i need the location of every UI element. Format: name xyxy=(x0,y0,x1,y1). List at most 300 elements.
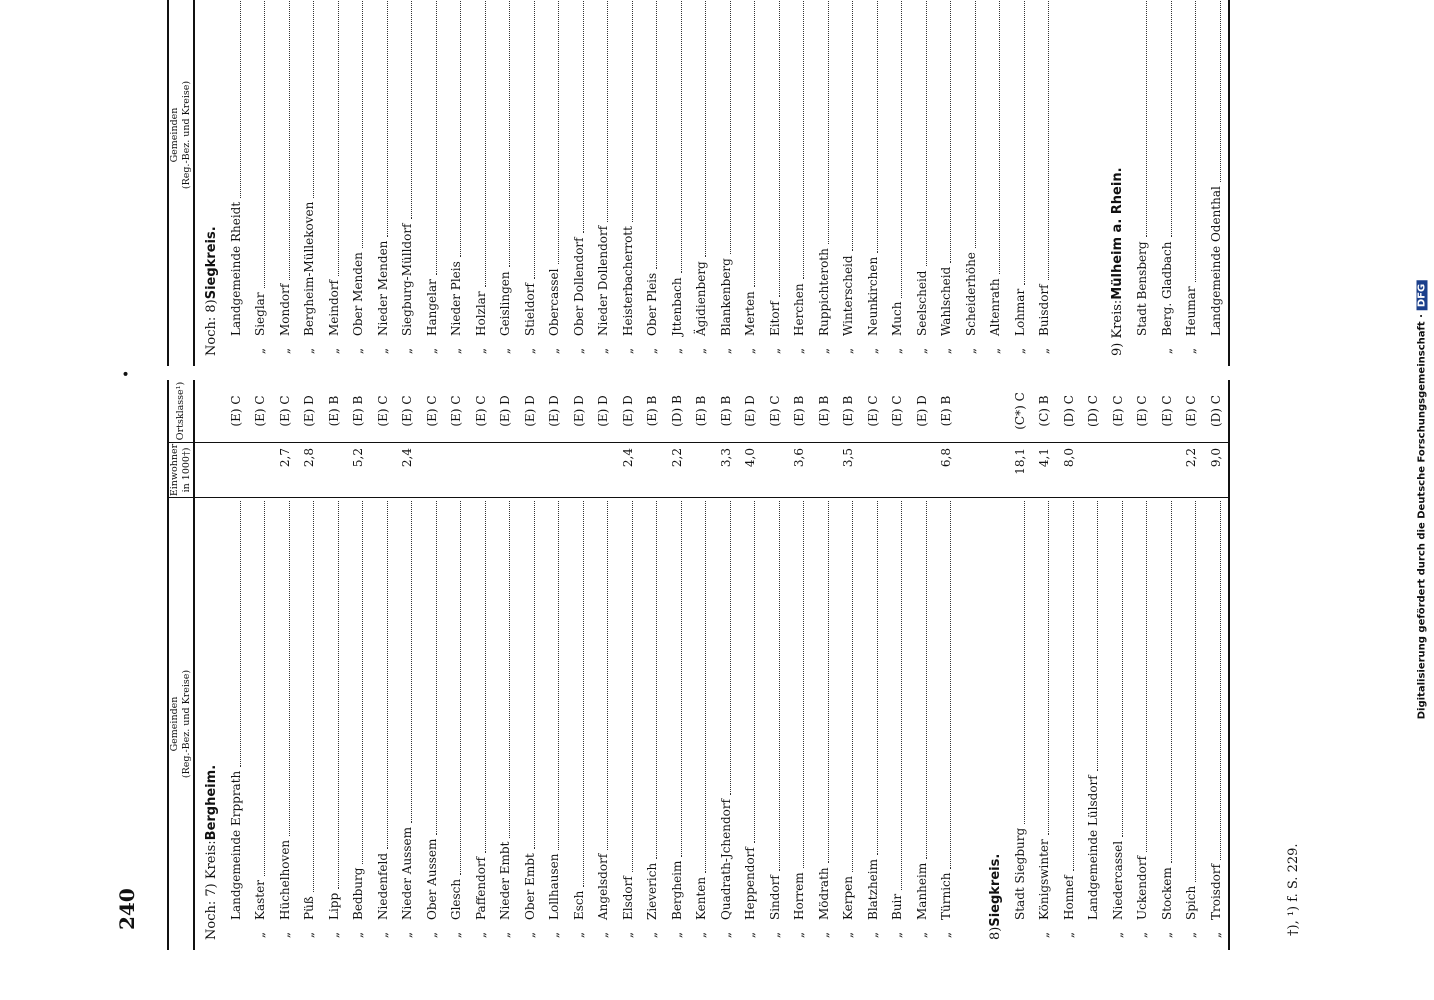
gemeinde-name: Lipp xyxy=(326,892,341,920)
gemeinde-entry xyxy=(498,0,512,366)
gemeinde-entry xyxy=(817,498,831,950)
gemeinde-name: Ober Dollendorf xyxy=(571,237,586,336)
dot-leader xyxy=(549,501,559,850)
gemeinde-row xyxy=(1179,0,1204,366)
gemeinde-row xyxy=(248,0,273,366)
gemeinde-entry xyxy=(743,498,757,950)
population-value xyxy=(860,443,885,497)
ditto-mark: „ xyxy=(424,931,439,939)
gemeinde-row xyxy=(689,498,714,950)
gemeinde-row xyxy=(493,498,518,950)
population-value xyxy=(811,443,836,497)
ortsklasse-value: (E) C xyxy=(449,395,463,427)
gemeinde-row xyxy=(958,0,983,366)
ditto-mark: „ xyxy=(522,347,537,355)
dot-leader xyxy=(574,0,584,233)
gemeinde-name: Elsdorf xyxy=(620,876,635,920)
ditto-mark: „ xyxy=(424,347,439,355)
gemeinde-entry xyxy=(768,0,782,366)
dot-leader xyxy=(1039,0,1049,280)
ditto-mark: „ xyxy=(743,931,757,939)
gemeinde-entry xyxy=(988,0,1002,366)
ortsklasse-value: (E) B xyxy=(351,395,365,427)
gemeinde-name: Stadt Bensberg xyxy=(1135,241,1149,336)
population-value: 2,4 xyxy=(620,448,635,468)
gemeinde-row xyxy=(1203,498,1228,950)
header-gemeinden xyxy=(169,498,193,950)
gemeinde-entry xyxy=(547,0,561,366)
dot-leader xyxy=(304,0,314,198)
gemeinde-name: Hüchelhoven xyxy=(277,839,292,920)
right-table-body xyxy=(195,0,1230,366)
gemeinde-name: Mödrath xyxy=(816,867,831,920)
population-value xyxy=(885,443,910,497)
population-value xyxy=(419,443,444,497)
dot-leader xyxy=(892,0,902,298)
gemeinde-entry xyxy=(1184,498,1198,950)
gemeinde-name: Mondorf xyxy=(277,283,292,336)
gemeinde-entry xyxy=(572,0,586,366)
ditto-mark: „ xyxy=(326,931,341,939)
dot-leader xyxy=(843,501,853,872)
population-value: 2,2 xyxy=(669,448,684,468)
gemeinde-row xyxy=(346,0,371,366)
gemeinde-name: Wahlscheid xyxy=(939,266,953,336)
dot-leader xyxy=(427,0,437,275)
ditto-mark: „ xyxy=(522,931,537,939)
gemeinde-entry xyxy=(400,0,414,366)
dot-leader xyxy=(1039,501,1049,835)
gemeinde-name: Königswinter xyxy=(1037,839,1051,920)
section-heading xyxy=(1105,0,1130,366)
ortsklasse-value: (E) C xyxy=(767,395,782,427)
gemeinde-name: Jttenbach xyxy=(669,277,684,336)
section-heading xyxy=(199,0,224,366)
row-spacer xyxy=(983,380,1008,442)
ortsklasse-value: (D) B xyxy=(669,395,684,427)
ditto-mark: „ xyxy=(375,347,390,355)
gemeinde-entry xyxy=(1209,498,1223,950)
dot-leader xyxy=(476,501,486,853)
gemeinde-row xyxy=(419,0,444,366)
gemeinde-entry xyxy=(939,498,953,950)
ortsklasse-value: (E) C xyxy=(1184,395,1198,427)
gemeinde-row xyxy=(885,0,910,366)
ditto-mark: „ xyxy=(767,347,782,355)
gemeinde-row xyxy=(615,498,640,950)
right-table xyxy=(167,0,1223,366)
gemeinde-row xyxy=(566,498,591,950)
gemeinde-entry xyxy=(866,0,880,366)
gemeinde-name: Stadt Siegburg xyxy=(1012,827,1027,920)
population-value xyxy=(517,443,542,497)
ditto-mark: „ xyxy=(792,931,806,939)
header-gemeinden xyxy=(169,0,193,366)
section-prefix: Noch: 8) xyxy=(203,299,219,356)
gemeinde-entry xyxy=(621,0,635,366)
population-value xyxy=(493,443,518,497)
gemeinde-entry xyxy=(719,498,733,950)
gemeinde-entry xyxy=(327,498,341,950)
ortsklasse-value: (E) C xyxy=(253,395,267,427)
gemeinde-row xyxy=(248,498,273,950)
gemeinde-name: Horrem xyxy=(792,872,806,920)
gemeinde-row xyxy=(1056,498,1081,950)
gemeinde-name: Bedburg xyxy=(351,867,365,920)
ditto-mark: „ xyxy=(1184,931,1198,939)
gemeinde-row xyxy=(738,0,763,366)
ditto-mark: „ xyxy=(988,347,1002,355)
ditto-mark: „ xyxy=(571,931,586,939)
gemeinde-row xyxy=(517,498,542,950)
gemeinde-name: Troisdorf xyxy=(1208,863,1223,920)
gemeinde-name: Landgemeinde Rheidt xyxy=(228,201,243,336)
gemeinde-name: Türnich xyxy=(939,872,953,920)
gemeinde-name: Kaster xyxy=(253,880,267,920)
gemeinde-row xyxy=(762,498,787,950)
ditto-mark: „ xyxy=(1110,931,1125,939)
dot-leader xyxy=(770,0,780,297)
ortsklasse-value: (E) D xyxy=(596,395,610,427)
ditto-mark: „ xyxy=(596,931,610,939)
ortsklasse-value: (E) D xyxy=(914,395,929,427)
gemeinde-entry xyxy=(572,498,586,950)
dot-leader xyxy=(941,501,951,869)
dot-leader xyxy=(1137,501,1147,852)
dot-leader xyxy=(549,0,559,265)
ditto-mark: „ xyxy=(1208,931,1223,939)
gemeinde-name: Landgemeinde Erpprath xyxy=(228,770,243,920)
gemeinde-entry xyxy=(547,498,561,950)
gemeinde-entry xyxy=(670,498,684,950)
gemeinde-row xyxy=(1007,498,1032,950)
gemeinde-name: Heumar xyxy=(1184,286,1198,336)
dot-leader xyxy=(451,501,461,875)
dot-leader xyxy=(500,501,510,838)
dot-leader xyxy=(868,0,878,253)
gemeinde-row xyxy=(811,0,836,366)
gemeinde-name: Herchen xyxy=(792,283,806,336)
dfg-logo: DFG xyxy=(1417,281,1428,310)
dot-leader xyxy=(917,0,927,267)
header-gemeinden-label: Gemeinden xyxy=(169,696,180,752)
population-value xyxy=(1130,443,1155,497)
ortsklasse-value: (D) C xyxy=(1208,395,1223,427)
ortsklasse-value: (E) C xyxy=(277,395,292,427)
gemeinde-name: Kerpen xyxy=(841,876,855,920)
gemeinde-entry xyxy=(302,498,316,950)
gemeinde-row xyxy=(591,498,616,950)
gemeinde-entry xyxy=(302,0,316,366)
dot-leader xyxy=(598,501,608,850)
gemeinde-row xyxy=(1154,0,1179,366)
gemeinde-name: Ägidienberg xyxy=(694,261,708,336)
gemeinde-entry xyxy=(621,498,635,950)
left-table-body xyxy=(195,380,1230,950)
gemeinde-name: Nieder Aussem xyxy=(400,827,414,920)
ditto-mark: „ xyxy=(1135,931,1149,939)
dot-leader xyxy=(402,501,412,823)
dot-leader xyxy=(255,501,265,876)
ditto-mark: „ xyxy=(547,931,561,939)
gemeinde-name: Nieder Menden xyxy=(375,240,390,336)
gemeinde-entry xyxy=(253,0,267,366)
gemeinde-name: Berg. Gladbach xyxy=(1159,241,1174,336)
gemeinde-row xyxy=(640,498,665,950)
ditto-mark: „ xyxy=(326,347,341,355)
ditto-mark: „ xyxy=(449,931,463,939)
gemeinde-row xyxy=(860,0,885,366)
gemeinde-entry xyxy=(939,0,953,366)
gemeinde-row xyxy=(934,498,959,950)
gemeinde-entry xyxy=(866,498,880,950)
banner-text: Digitalisierung gefördert durch die Deutsche Forschungsgemeinschaft · xyxy=(1416,314,1428,720)
ditto-mark: „ xyxy=(939,347,953,355)
gemeinde-row xyxy=(836,498,861,950)
dot-leader xyxy=(378,501,388,849)
row-spacer xyxy=(199,443,224,497)
dot-leader xyxy=(794,0,804,279)
ortsklasse-value: (E) D xyxy=(498,395,512,427)
population-value: 3,5 xyxy=(841,448,855,468)
ditto-mark: „ xyxy=(449,347,463,355)
gemeinde-name: Siegburg-Mülldorf xyxy=(400,223,414,336)
gemeinde-row xyxy=(1032,0,1057,366)
dot-leader xyxy=(1186,501,1196,882)
dot-leader xyxy=(280,0,290,280)
gemeinde-row xyxy=(542,498,567,950)
ditto-mark: „ xyxy=(669,347,684,355)
gemeinde-row xyxy=(272,0,297,366)
ditto-mark: „ xyxy=(890,347,904,355)
gemeinde-entry xyxy=(400,498,414,950)
dot-leader xyxy=(917,501,927,859)
gemeinde-name: Kenten xyxy=(694,876,708,920)
population-value: 2,7 xyxy=(277,448,292,468)
section-title: Siegkreis. xyxy=(987,853,1003,927)
population-value: 3,6 xyxy=(792,448,806,468)
section-title: Bergheim. xyxy=(203,764,219,841)
gemeinde-name: Neunkirchen xyxy=(865,256,880,336)
gemeinde-row xyxy=(566,0,591,366)
gemeinde-row xyxy=(640,0,665,366)
gemeinde-name: Lollhausen xyxy=(547,853,561,920)
ditto-mark: „ xyxy=(865,931,880,939)
gemeinde-name: Esch xyxy=(571,890,586,920)
ditto-mark: „ xyxy=(841,931,855,939)
gemeinde-row xyxy=(468,498,493,950)
ortsklasse-value: (E) B xyxy=(718,395,733,427)
dot-leader xyxy=(525,0,535,279)
ditto-mark: „ xyxy=(1159,931,1174,939)
dot-leader xyxy=(1211,501,1221,860)
ditto-mark: „ xyxy=(963,347,978,355)
gemeinde-row xyxy=(1154,498,1179,950)
gemeinde-row xyxy=(615,0,640,366)
ditto-mark: „ xyxy=(914,347,929,355)
gemeinde-name: Ober Pleis xyxy=(645,272,659,336)
gemeinde-entry xyxy=(694,0,708,366)
gemeinde-row xyxy=(1081,498,1106,950)
gemeinde-name: Ober Menden xyxy=(351,252,365,336)
gemeinde-entry xyxy=(964,0,978,366)
ortsklasse-value: (E) C xyxy=(473,395,488,427)
gemeinde-row xyxy=(395,0,420,366)
ditto-mark: „ xyxy=(718,347,733,355)
gemeinde-row xyxy=(370,0,395,366)
dot-leader xyxy=(353,0,363,248)
gemeinde-entry xyxy=(1160,0,1174,366)
section-prefix: 8) xyxy=(987,926,1003,940)
population-value xyxy=(223,443,248,497)
gemeinde-name: Uckendorf xyxy=(1135,855,1149,920)
left-table xyxy=(167,380,1223,950)
population-value xyxy=(566,443,591,497)
header-einwohner: Einwohner in 1000†) xyxy=(169,443,192,497)
gemeinde-name: Merten xyxy=(743,291,757,336)
section-title: Siegkreis. xyxy=(203,226,219,300)
gemeinde-name: Holzlar xyxy=(473,291,488,336)
ditto-mark: „ xyxy=(253,347,267,355)
population-value xyxy=(542,443,567,497)
population-value: 4,0 xyxy=(743,448,757,468)
ortsklasse-value: (D) C xyxy=(1061,395,1076,427)
gemeinde-row xyxy=(689,0,714,366)
gemeinde-entry xyxy=(1209,0,1223,366)
dot-leader xyxy=(819,0,829,244)
gemeinde-name: Zieverich xyxy=(645,862,659,920)
row-spacer xyxy=(199,380,224,442)
ortsklasse-value: (E) D xyxy=(620,395,635,427)
ortsklasse-value: (E) C xyxy=(865,395,880,427)
gemeinde-entry xyxy=(1111,498,1125,950)
ditto-mark: „ xyxy=(253,931,267,939)
gemeinde-name: Püß xyxy=(302,896,316,920)
row-spacer xyxy=(1081,0,1106,366)
gemeinde-name: Landgemeinde Odenthal xyxy=(1208,186,1223,336)
footnote: †), ¹) f. S. 229. xyxy=(1286,843,1301,936)
ditto-mark: „ xyxy=(694,931,708,939)
gemeinde-entry xyxy=(1160,498,1174,950)
gemeinde-name: Scheiderhöhe xyxy=(963,252,978,336)
gemeinde-name: Geislingen xyxy=(498,271,512,336)
left-pop-column xyxy=(195,443,1228,498)
gemeinde-row xyxy=(1032,498,1057,950)
ortsklasse-value: (E) B xyxy=(816,395,831,427)
dot-leader xyxy=(721,501,731,795)
gemeinde-name: Niedenfeld xyxy=(375,852,390,920)
ortsklasse-value: (E) C xyxy=(1159,395,1174,427)
header-gemeinden-sub: (Reg.-Bez. und Kreise) xyxy=(180,669,192,779)
dot-leader xyxy=(451,0,461,257)
ortsklasse-value: (E) B xyxy=(939,395,953,427)
ortsklasse-value: (E) B xyxy=(792,395,806,427)
population-value: 9,0 xyxy=(1208,448,1223,468)
dot-leader xyxy=(696,501,706,873)
gemeinde-row xyxy=(909,498,934,950)
gemeinde-entry xyxy=(1135,498,1149,950)
dot-leader xyxy=(1015,501,1025,824)
gemeinde-name: Nieder Dollendorf xyxy=(596,225,610,336)
population-value xyxy=(689,443,714,497)
gemeinde-row xyxy=(909,0,934,366)
gemeinde-row xyxy=(762,0,787,366)
left-table-header xyxy=(167,380,195,950)
gemeinde-entry xyxy=(327,0,341,366)
dot-leader xyxy=(378,0,388,237)
gemeinde-name: Heppendorf xyxy=(743,847,757,920)
dot-leader xyxy=(304,501,314,892)
ditto-mark: „ xyxy=(473,931,488,939)
ortsklasse-value: (E) D xyxy=(743,395,757,427)
dot-leader xyxy=(231,501,241,767)
gemeinde-entry xyxy=(376,0,390,366)
gemeinde-row xyxy=(370,498,395,950)
ditto-mark: „ xyxy=(865,347,880,355)
row-spacer xyxy=(958,443,983,497)
gemeinde-name: Nieder Embt xyxy=(498,841,512,920)
gemeinde-name: Nieder Pleis xyxy=(449,261,463,336)
center-mark: • xyxy=(119,369,135,378)
dot-leader xyxy=(672,501,682,857)
population-value: 3,3 xyxy=(718,448,733,468)
ditto-mark: „ xyxy=(1061,931,1076,939)
dot-leader xyxy=(623,0,633,222)
gemeinde-row xyxy=(836,0,861,366)
gemeinde-name: Eitorf xyxy=(767,301,782,336)
ditto-mark: „ xyxy=(816,347,831,355)
gemeinde-row xyxy=(860,498,885,950)
population-value xyxy=(1105,443,1130,497)
population-value: 6,8 xyxy=(939,448,953,468)
ditto-mark: „ xyxy=(767,931,782,939)
gemeinde-name: Obercassel xyxy=(547,268,561,336)
gemeinde-name: Heisterbacherrott xyxy=(620,226,635,336)
population-value xyxy=(321,443,346,497)
dot-leader xyxy=(721,0,731,254)
ditto-mark: „ xyxy=(1037,347,1051,355)
row-spacer xyxy=(958,380,983,442)
dot-leader xyxy=(1211,0,1221,182)
population-value: 4,1 xyxy=(1037,448,1051,468)
gemeinde-row xyxy=(983,0,1008,366)
gemeinde-entry xyxy=(645,498,659,950)
gemeinde-row xyxy=(468,0,493,366)
dot-leader xyxy=(574,501,584,887)
header-gemeinden-label: Gemeinden xyxy=(169,107,180,163)
gemeinde-row xyxy=(1203,0,1228,366)
right-table-header xyxy=(167,0,195,366)
population-value xyxy=(444,443,469,497)
dot-leader xyxy=(966,0,976,248)
gemeinde-entry xyxy=(1037,0,1051,366)
ditto-mark: „ xyxy=(792,347,806,355)
gemeinde-entry xyxy=(743,0,757,366)
gemeinde-entry xyxy=(449,0,463,366)
section-heading xyxy=(983,498,1008,950)
dot-leader xyxy=(1162,0,1172,237)
ditto-mark: „ xyxy=(277,931,292,939)
ortsklasse-value: (E) C xyxy=(424,395,439,427)
ditto-mark: „ xyxy=(914,931,929,939)
gemeinde-row xyxy=(787,498,812,950)
gemeinde-name: Seelscheid xyxy=(914,270,929,336)
header-ortsklasse: Ortsklasse¹) xyxy=(169,380,193,443)
dot-leader xyxy=(843,0,853,251)
gemeinde-entry xyxy=(278,0,292,366)
gemeinde-row xyxy=(297,0,322,366)
gemeinde-entry xyxy=(425,498,439,950)
